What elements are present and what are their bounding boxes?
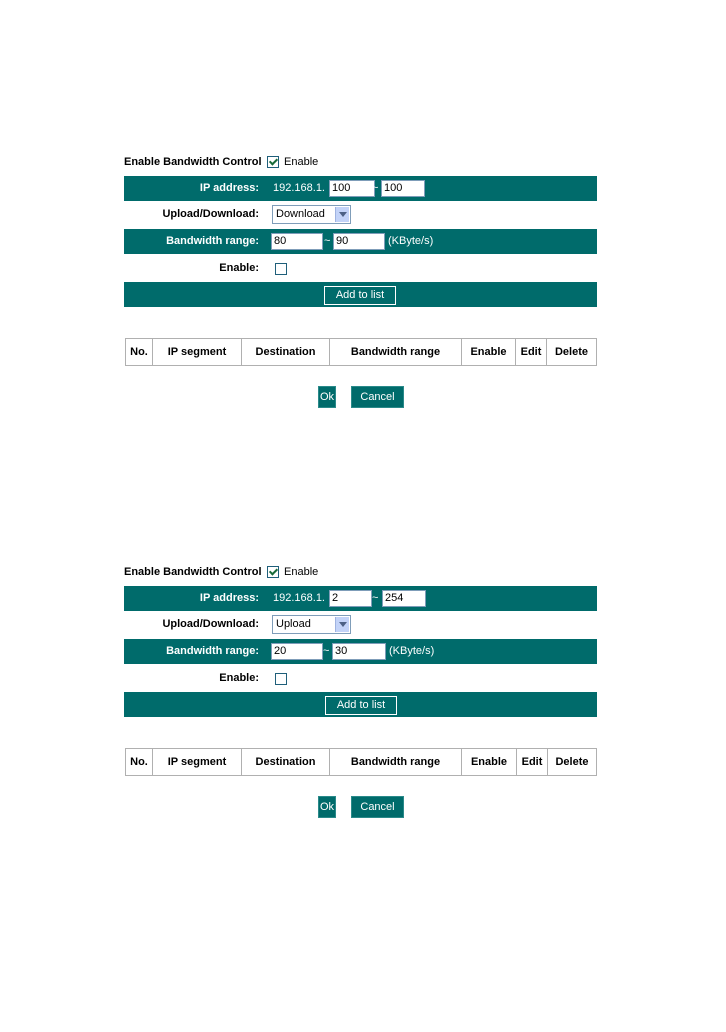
ip-start-input[interactable]: 2 (329, 590, 372, 607)
ip-address-row (124, 176, 597, 201)
enable-bandwidth-title: Enable Bandwidth Control (124, 566, 262, 578)
enable-bandwidth-label: Enable (284, 156, 319, 168)
upload-download-select[interactable] (272, 205, 351, 224)
cancel-button[interactable]: Cancel (351, 386, 404, 408)
entry-enable-label: Enable: (219, 672, 259, 684)
entry-enable-row (124, 666, 597, 691)
upload-download-label: Upload/Download: (162, 618, 259, 630)
chevron-down-icon[interactable] (335, 617, 349, 632)
upload-download-select[interactable] (272, 615, 351, 634)
ip-address-label: IP address: (199, 182, 259, 194)
col-bandwidth-range: Bandwidth range (330, 749, 462, 776)
entry-enable-row (124, 256, 597, 281)
bandwidth-range-row (124, 639, 597, 664)
col-enable: Enable (462, 339, 516, 366)
ip-tilde: ~ (372, 592, 379, 604)
rule-list-table (125, 338, 597, 366)
col-no: No. (126, 339, 153, 366)
col-delete: Delete (548, 749, 597, 776)
table-header-row (126, 339, 597, 366)
ip-tilde: ~ (372, 182, 379, 194)
col-ip-segment: IP segment (153, 339, 242, 366)
bandwidth-range-row (124, 229, 597, 254)
upload-download-row (124, 202, 597, 227)
bandwidth-panel-2 (124, 565, 597, 825)
col-edit: Edit (517, 749, 548, 776)
enable-bandwidth-title: Enable Bandwidth Control (124, 156, 262, 168)
bandwidth-unit: (KByte/s) (388, 235, 434, 247)
add-to-list-row (124, 282, 597, 307)
bandwidth-tilde: ~ (323, 645, 330, 657)
entry-enable-checkbox[interactable] (275, 673, 287, 685)
ip-address-label: IP address: (199, 592, 259, 604)
table-header-row (126, 749, 597, 776)
bandwidth-min-input[interactable]: 80 (271, 233, 323, 250)
col-destination: Destination (242, 749, 330, 776)
col-edit: Edit (516, 339, 547, 366)
upload-download-row (124, 612, 597, 637)
bandwidth-min-input[interactable]: 20 (271, 643, 323, 660)
entry-enable-label: Enable: (219, 262, 259, 274)
bandwidth-range-label: Bandwidth range: (166, 235, 259, 247)
upload-download-label: Upload/Download: (162, 208, 259, 220)
ip-address-row (124, 586, 597, 611)
ok-button[interactable]: Ok (318, 796, 336, 818)
ip-end-input[interactable]: 254 (382, 590, 426, 607)
ip-prefix: 192.168.1. (273, 592, 325, 604)
upload-download-value: Upload (276, 618, 311, 630)
enable-bandwidth-checkbox[interactable] (267, 566, 279, 578)
bandwidth-tilde: ~ (324, 235, 331, 247)
col-enable: Enable (462, 749, 517, 776)
bandwidth-range-label: Bandwidth range: (166, 645, 259, 657)
add-to-list-row (124, 692, 597, 717)
chevron-down-icon[interactable] (335, 207, 349, 222)
ip-end-input[interactable]: 100 (381, 180, 425, 197)
upload-download-value: Download (276, 208, 325, 220)
enable-bandwidth-checkbox[interactable] (267, 156, 279, 168)
cancel-button[interactable]: Cancel (351, 796, 404, 818)
bandwidth-panel-1 (124, 155, 597, 415)
enable-bandwidth-row (124, 155, 597, 169)
col-destination: Destination (242, 339, 330, 366)
ip-start-input[interactable]: 100 (329, 180, 375, 197)
entry-enable-checkbox[interactable] (275, 263, 287, 275)
rule-list-table (125, 748, 597, 776)
col-bandwidth-range: Bandwidth range (330, 339, 462, 366)
add-to-list-button[interactable]: Add to list (325, 696, 397, 715)
bandwidth-unit: (KByte/s) (389, 645, 435, 657)
bandwidth-max-input[interactable]: 30 (332, 643, 386, 660)
col-delete: Delete (547, 339, 597, 366)
ok-button[interactable]: Ok (318, 386, 336, 408)
add-to-list-button[interactable]: Add to list (324, 286, 396, 305)
bandwidth-max-input[interactable]: 90 (333, 233, 385, 250)
enable-bandwidth-label: Enable (284, 566, 319, 578)
enable-bandwidth-row (124, 565, 597, 579)
col-no: No. (126, 749, 153, 776)
col-ip-segment: IP segment (153, 749, 242, 776)
ip-prefix: 192.168.1. (273, 182, 325, 194)
